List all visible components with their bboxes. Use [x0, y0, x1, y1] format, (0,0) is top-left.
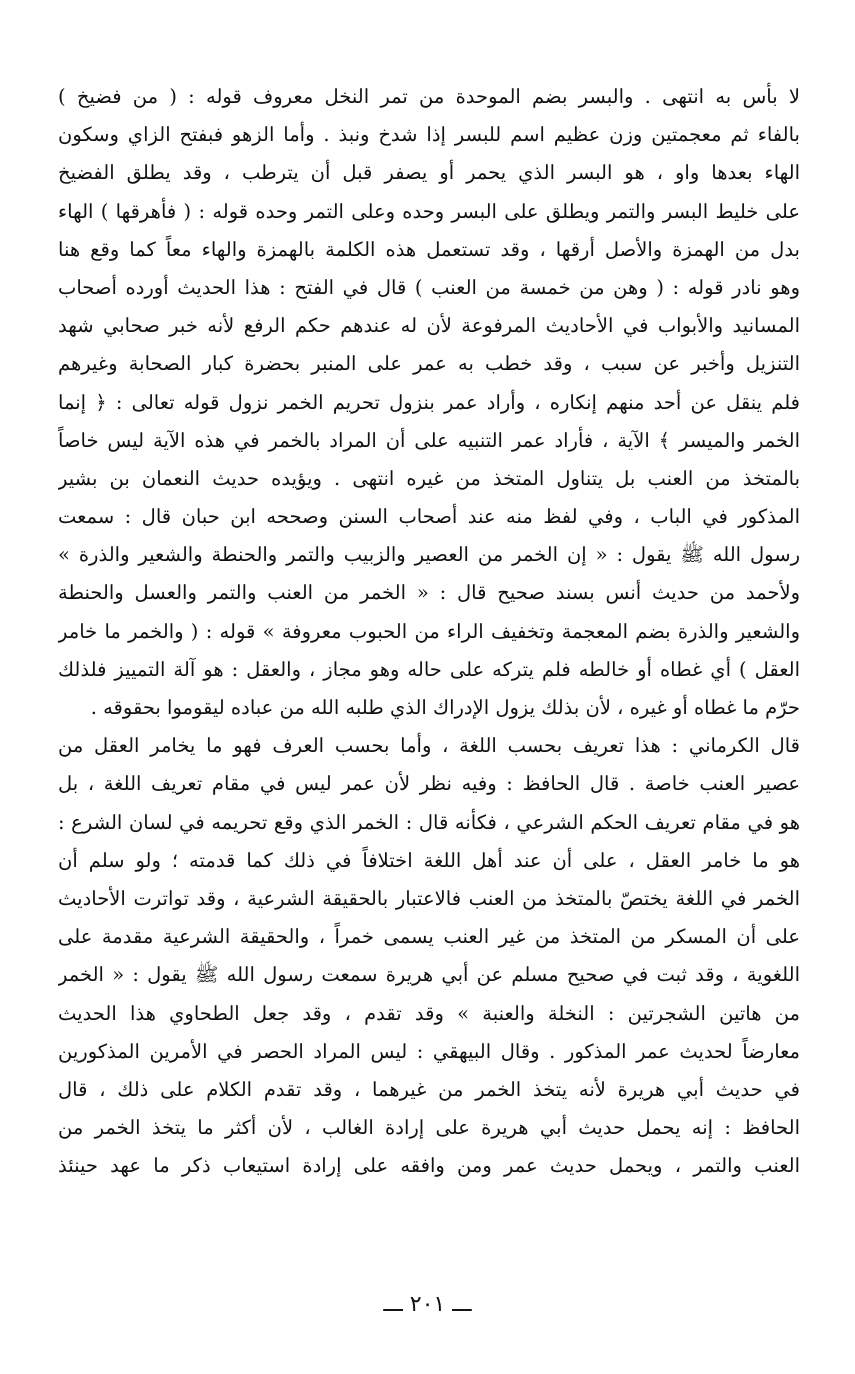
text-line: التنزيل وأخبر عن سبب ، وقد خطب به عمر على المنبر بحضرة كبار الصحابة وغيرهم: [58, 352, 800, 376]
text-line: اللغوية ، وقد ثبت في صحيح مسلم عن أبي هريرة سمعت رسول الله ﷺ يقول : « الخمر: [58, 963, 800, 987]
text-line: هو في مقام تعريف الحكم الشرعي ، فكأنه قال : الخمر الذي وقع تحريمه في لسان الشرع :: [58, 810, 800, 834]
text-line: من هاتين الشجرتين : النخلة والعنبة » وقد تقدم ، وقد جعل الطحاوي هذا الحديث: [58, 1001, 800, 1025]
body-text: [58, 78, 800, 1185]
text-line: العنب والتمر ، ويحمل حديث عمر ومن وافقه على إرادة استيعاب ذكر ما عهد حينئذ: [58, 1154, 800, 1178]
text-line: لا بأس به انتهى . والبسر بضم الموحدة من تمر النخل معروف قوله : ( من فضيخ ): [58, 85, 800, 108]
text-line: المذكور في الباب ، وفي لفظ منه عند أصحاب السنن وصححه ابن حبان قال : سمعت: [58, 505, 800, 529]
text-line: بالفاء ثم معجمتين وزن عظيم اسم للبسر إذا شدخ ونبذ . وأما الزهو فبفتح الزاي وسكون: [58, 123, 800, 147]
text-line: والشعير والذرة بضم المعجمة وتخفيف الراء من الحبوب معروفة » قوله : ( والخمر ما خامر: [58, 619, 800, 643]
text-line: الحافظ : إنه يحمل حديث أبي هريرة على إرادة الغالب ، لأن أكثر ما يتخذ الخمر من: [58, 1116, 800, 1140]
text-line: هو ما خامر العقل ، على أن عند أهل اللغة اختلافاً في ذلك كما قدمته ؛ ولو سلم أن: [58, 848, 800, 872]
text-line: بالمتخذ من العنب بل يتناول المتخذ من غيره انتهى . ويؤيده حديث النعمان بن بشير: [58, 466, 800, 490]
text-line: الهاء بعدها واو ، هو البسر الذي يحمر أو يصفر قبل أن يترطب ، وقد يطلق الفضيخ: [58, 161, 800, 185]
text-line: فلم ينقل عن أحد منهم إنكاره ، وأراد عمر بنزول تحريم الخمر نزول قوله تعالى : ﴿ إنما: [58, 390, 800, 414]
text-line: المسانيد والأبواب في الأحاديث المرفوعة لأن له عندهم حكم الرفع لأنه خبر صحابي شهد: [58, 314, 800, 338]
page-number: ـــ ٢٠١ ـــ: [383, 1292, 472, 1317]
text-line: الخمر في اللغة يختصّ بالمتخذ من العنب فالاعتبار بالحقيقة الشرعية ، وقد تواترت الأحاديث: [58, 886, 800, 910]
text-line: معارضاً لحديث عمر المذكور . وقال البيهقي : ليس المراد الحصر في الأمرين المذكورين: [58, 1039, 800, 1063]
text-line: ولأحمد من حديث أنس بسند صحيح قال : « الخمر من العنب والتمر والعسل والحنطة: [58, 581, 800, 605]
text-line: في حديث أبي هريرة لأنه يتخذ الخمر من غيرهما ، وقد تقدم الكلام على ذلك ، قال: [58, 1077, 800, 1101]
text-line: قال الكرماني : هذا تعريف بحسب اللغة ، وأما بحسب العرف فهو ما يخامر العقل من: [58, 734, 800, 758]
text-line: العقل ) أي غطاه أو خالطه فلم يتركه على حاله وهو مجاز ، والعقل : هو آلة التمييز فلذلك: [58, 657, 800, 681]
text-line: على أن المسكر من المتخذ من غير العنب يسمى خمراً ، والحقيقة الشرعية مقدمة على: [58, 925, 800, 949]
text-line: على خليط البسر والتمر ويطلق على البسر وحده وعلى التمر وحده قوله : ( فأهرقها ) الهاء: [58, 199, 800, 223]
text-line: رسول الله ﷺ يقول : « إن الخمر من العصير والزبيب والتمر والحنطة والشعير والذرة »: [58, 543, 800, 567]
text-line: الخمر والميسر ﴾ الآية ، فأراد عمر التنبيه على أن المراد بالخمر في هذه الآية ليس خاصاً: [58, 428, 800, 452]
text-line: حرّم ما غطاه أو غيره ، لأن بذلك يزول الإدراك الذي طلبه الله من عباده ليقوموا بحقوقه .: [90, 696, 800, 719]
text-line: عصير العنب خاصة . قال الحافظ : وفيه نظر لأن عمر ليس في مقام تعريف اللغة ، بل: [58, 772, 800, 796]
text-line: وهو نادر قوله : ( وهن من خمسة من العنب ) قال في الفتح : هذا الحديث أورده أصحاب: [58, 275, 800, 299]
text-line: بدل من الهمزة والأصل أرقها ، وقد تستعمل هذه الكلمة بالهمزة والهاء معاً كما وقع هنا: [58, 237, 800, 261]
